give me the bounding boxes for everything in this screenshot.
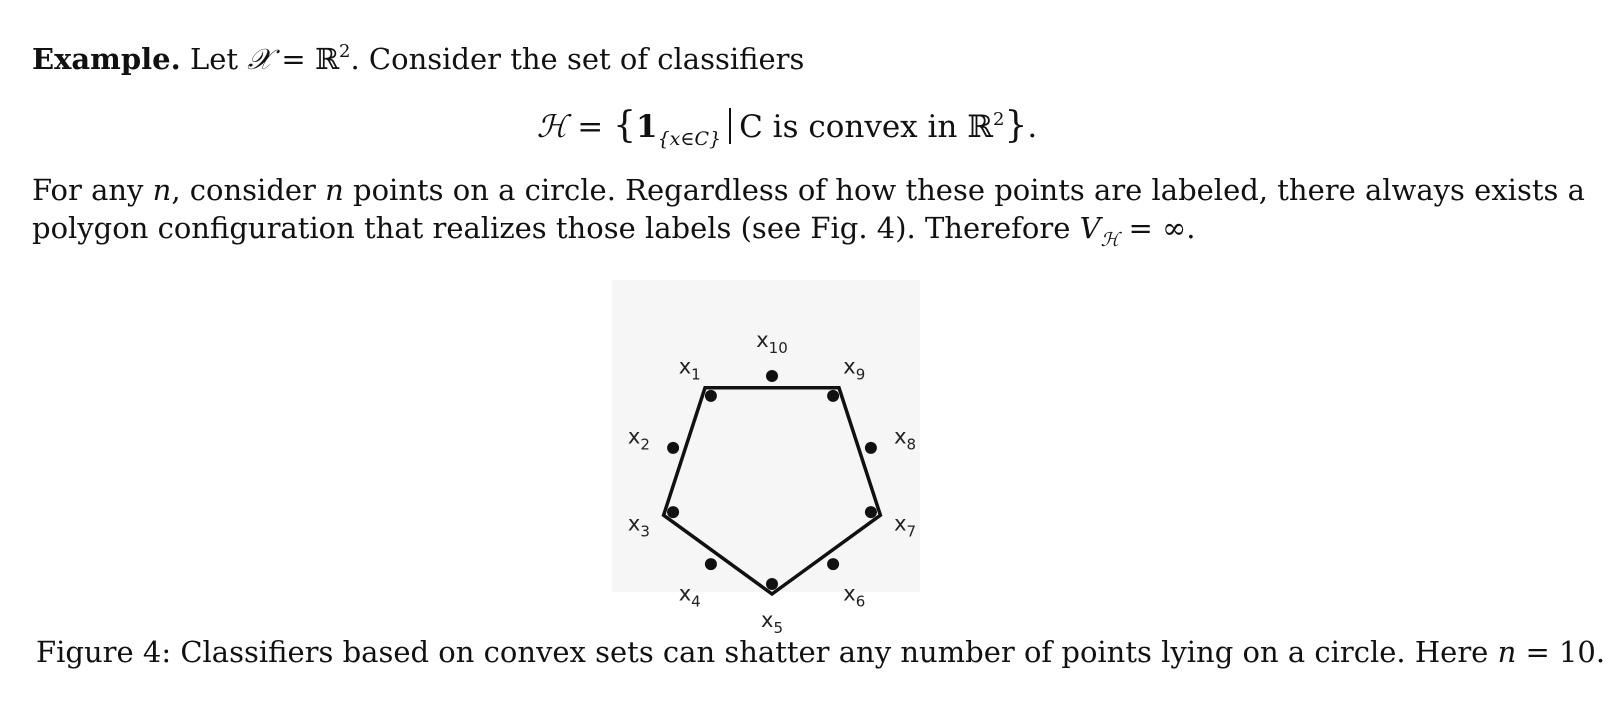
paragraph-word: For <box>32 173 82 207</box>
vc-dimension-subscript: ℋ <box>1100 229 1120 251</box>
paragraph-word: consider <box>189 173 316 207</box>
point-x9 <box>827 390 839 402</box>
convex-polygon <box>664 388 881 594</box>
paragraph-line-1 <box>32 172 1585 208</box>
point-x8 <box>865 442 877 454</box>
paragraph-word: a <box>1567 173 1585 207</box>
paragraph-word: there <box>1277 173 1356 207</box>
paragraph-word: points <box>994 173 1085 207</box>
point-x4 <box>705 558 717 570</box>
point-label-x6: $x_6$ <box>843 581 866 611</box>
reals-exponent: 2 <box>339 41 351 62</box>
close-brace: } <box>1004 105 1028 146</box>
circle-points-svg <box>612 280 920 637</box>
definition-equals: = <box>577 109 604 145</box>
paragraph-word: exists <box>1474 173 1559 207</box>
example-heading-line <box>32 34 804 77</box>
vc-dimension-value: = ∞. <box>1119 211 1196 245</box>
paragraph-word: these <box>905 173 985 207</box>
convex-condition: C is convex in <box>739 109 958 145</box>
reals-symbol: ℝ <box>314 42 340 76</box>
caption-prefix: Figure 4: <box>36 635 172 669</box>
paragraph-word: points <box>353 173 444 207</box>
figure-caption <box>36 634 1605 670</box>
paragraph-word: always <box>1364 173 1465 207</box>
paragraph-word: n, <box>152 173 181 207</box>
point-label-x2: $x_2$ <box>627 424 650 454</box>
paragraph-word: labeled, <box>1151 173 1269 207</box>
paragraph-line-2-text: polygon configuration that realizes those labels (see Fig. 4). Therefore <box>32 211 1080 245</box>
definition-reals-exponent: 2 <box>993 109 1005 130</box>
point-x2 <box>667 442 679 454</box>
point-x3 <box>667 506 679 518</box>
point-label-x1: $x_1$ <box>678 354 701 384</box>
point-label-x8: $x_8$ <box>894 424 917 454</box>
point-x7 <box>865 506 877 518</box>
point-x6 <box>827 558 839 570</box>
indicator-symbol: 1 <box>636 109 658 145</box>
example-let: Let <box>189 42 239 76</box>
point-x10 <box>766 370 778 382</box>
paragraph-word: of <box>797 173 827 207</box>
point-label-x10: $x_{10}$ <box>756 328 788 357</box>
paragraph-line-2 <box>32 210 1195 258</box>
paragraph-word: are <box>1093 173 1143 207</box>
point-label-x7: $x_7$ <box>894 511 917 541</box>
point-label-x4: $x_4$ <box>678 581 701 611</box>
caption-text: Classifiers based on convex sets can shatter any number of points lying on a circle. Here <box>171 635 1498 669</box>
paragraph-word: n <box>325 173 344 207</box>
definition-period: . <box>1027 109 1038 145</box>
figure-4-diagram <box>612 280 920 637</box>
caption-value: = 10. <box>1516 635 1605 669</box>
point-x1 <box>705 390 717 402</box>
definition-reals: ℝ <box>967 109 994 145</box>
paragraph-word: a <box>498 173 516 207</box>
point-x5 <box>766 578 778 590</box>
example-label: Example. <box>32 42 181 76</box>
indicator-subscript: {x∈C} <box>657 128 722 150</box>
classifier-set-definition <box>0 100 1574 159</box>
input-space-symbol: 𝒳 <box>247 42 273 76</box>
paragraph-word: circle. <box>524 173 616 207</box>
hypothesis-class-symbol: ℋ <box>536 109 568 145</box>
point-label-x9: $x_9$ <box>843 354 866 384</box>
paragraph-word: Regardless <box>625 173 789 207</box>
point-label-x5: $x_5$ <box>761 608 783 637</box>
point-label-x3: $x_3$ <box>627 511 650 541</box>
example-text: . Consider the set of classifiers <box>350 42 805 76</box>
such-that-bar <box>729 108 731 144</box>
vc-dimension-symbol: V <box>1079 211 1101 245</box>
open-brace: { <box>613 105 636 146</box>
paragraph-word: any <box>91 173 144 207</box>
paragraph-word: on <box>452 173 489 207</box>
equals-sign: = <box>281 42 306 76</box>
caption-variable: n <box>1497 635 1517 669</box>
paragraph-word: how <box>835 173 897 207</box>
